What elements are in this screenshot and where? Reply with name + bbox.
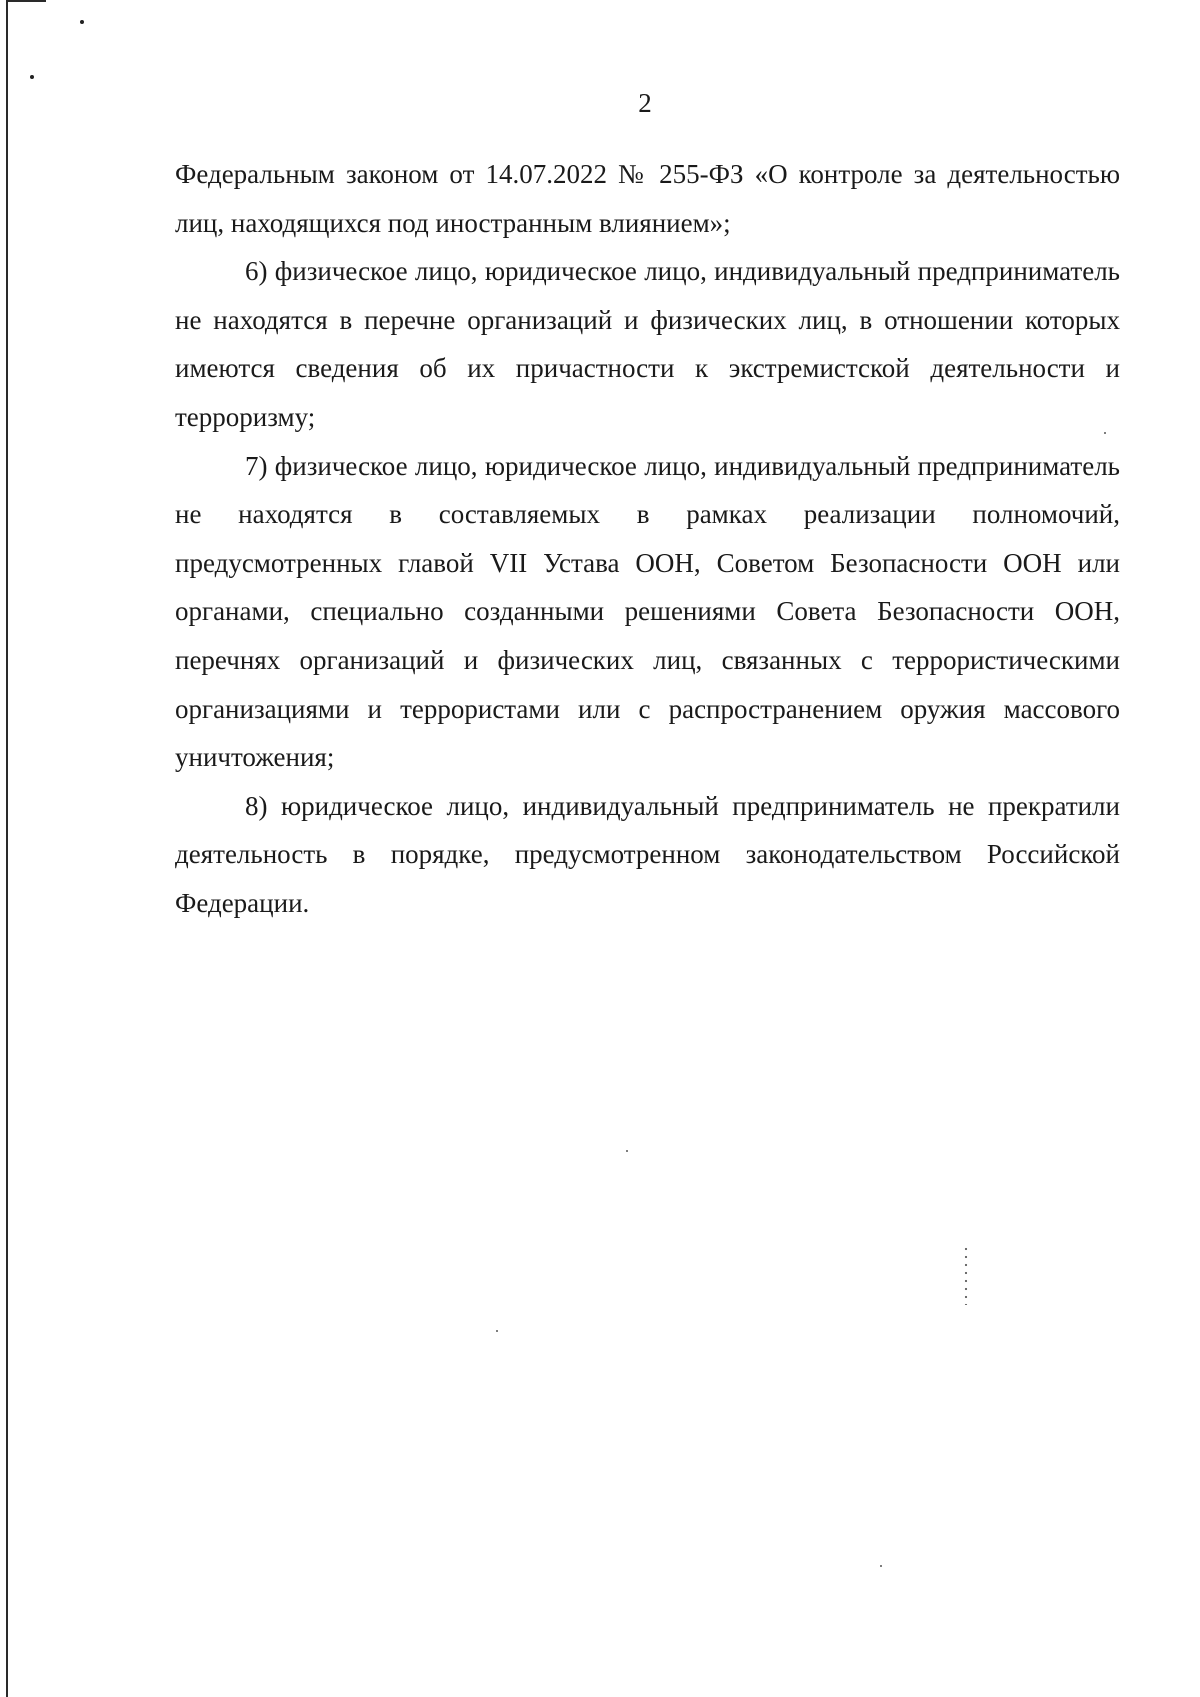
scan-speck — [80, 20, 84, 24]
paragraph-item-7: 7) физическое лицо, юридическое лицо, индивидуальный предприниматель не находятся в составляемых в рамках реализации полномочий, предусмотренных главой VII Устава ООН, Советом Безопасности ООН или органами, специально созданными решениями Совета Безопасности ООН, перечнях организаций и физических лиц, связанных с террористическими организациями и террористами или с распространением оружия массового уничтожения; — [175, 450, 1120, 773]
scan-speck — [496, 1330, 498, 1332]
document-body — [175, 150, 1120, 928]
scan-speck — [626, 1150, 628, 1152]
scan-speck — [880, 1565, 882, 1567]
scan-border-top — [6, 0, 46, 2]
paragraph-continuation: Федеральным законом от 14.07.2022 № 255-ФЗ «О контроле за деятельностью лиц, находящихся под иностранным влиянием»; — [175, 159, 1120, 238]
paragraph-item-6: 6) физическое лицо, юридическое лицо, индивидуальный предприниматель не находятся в перечне организаций и физических лиц, в отношении которых имеются сведения об их причастности к экстремистской деятельности и терроризму; — [175, 256, 1120, 432]
scan-border-left — [6, 0, 8, 1697]
paragraph-item-8: 8) юридическое лицо, индивидуальный предприниматель не прекратили деятельность в порядке, предусмотренном законодательством Российской Федерации. — [175, 790, 1120, 918]
page-number: 2 — [638, 88, 652, 118]
scan-speck — [30, 75, 34, 79]
scan-dot-column — [964, 1245, 968, 1305]
